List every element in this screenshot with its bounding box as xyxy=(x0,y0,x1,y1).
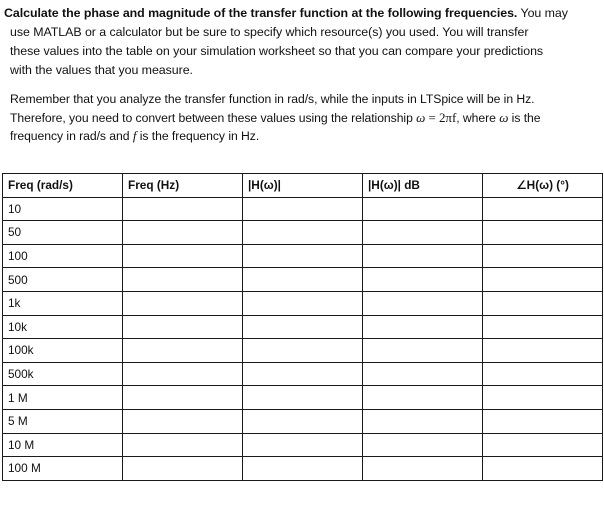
freq-rad-cell: 1k xyxy=(3,291,123,315)
phase-cell[interactable] xyxy=(483,315,603,339)
magnitude-db-cell[interactable] xyxy=(363,386,483,410)
table-row xyxy=(3,315,603,339)
freq-hz-cell[interactable] xyxy=(123,409,243,433)
reminder-line-2-mid: , where xyxy=(456,110,500,125)
magnitude-db-cell[interactable] xyxy=(363,457,483,481)
freq-rad-cell: 100 M xyxy=(3,457,123,481)
magnitude-cell[interactable] xyxy=(243,409,363,433)
magnitude-db-cell[interactable] xyxy=(363,315,483,339)
table-row xyxy=(3,433,603,457)
magnitude-db-cell[interactable] xyxy=(363,221,483,245)
reminder-line-3-post: is the frequency in Hz. xyxy=(136,129,260,143)
magnitude-cell[interactable] xyxy=(243,433,363,457)
magnitude-cell[interactable] xyxy=(243,457,363,481)
reminder-line-3-pre: frequency in rad/s and xyxy=(10,129,133,143)
table-row xyxy=(3,291,603,315)
reminder-line-2 xyxy=(10,109,600,128)
table-row xyxy=(3,221,603,245)
instructions-line-3: these values into the table on your simulation worksheet so that you can compare your predictions xyxy=(10,44,544,58)
header-freq-hz: Freq (Hz) xyxy=(123,174,243,198)
freq-hz-cell[interactable] xyxy=(123,362,243,386)
magnitude-db-cell[interactable] xyxy=(363,268,483,292)
magnitude-db-cell[interactable] xyxy=(363,433,483,457)
freq-rad-cell: 10 xyxy=(3,197,123,221)
table-row xyxy=(3,244,603,268)
phase-cell[interactable] xyxy=(483,386,603,410)
freq-hz-cell[interactable] xyxy=(123,197,243,221)
instructions-line-1: You may xyxy=(520,6,568,20)
magnitude-db-cell[interactable] xyxy=(363,409,483,433)
equation-rest: = 2πf xyxy=(425,109,457,125)
freq-hz-cell[interactable] xyxy=(123,244,243,268)
header-phase: ∠H(ω) (°) xyxy=(483,174,603,198)
freq-hz-cell[interactable] xyxy=(123,315,243,339)
reminder-line-2-pre: Therefore, you need to convert between these values using the relationship xyxy=(10,110,417,125)
magnitude-cell[interactable] xyxy=(243,386,363,410)
instructions-line-2: use MATLAB or a calculator but be sure to specify which resource(s) you used. You will transfer xyxy=(10,25,529,39)
instructions-line-4: with the values that you measure. xyxy=(10,63,193,77)
table-row xyxy=(3,409,603,433)
instructions-lead: Calculate the phase and magnitude of the transfer function at the following frequencies. xyxy=(4,6,518,20)
phase-cell[interactable] xyxy=(483,197,603,221)
table-row xyxy=(3,339,603,363)
freq-rad-cell: 100k xyxy=(3,339,123,363)
table-row xyxy=(3,197,603,221)
freq-hz-cell[interactable] xyxy=(123,339,243,363)
freq-hz-cell[interactable] xyxy=(123,268,243,292)
table-row xyxy=(3,362,603,386)
header-magnitude-db: |H(ω)| dB xyxy=(363,174,483,198)
freq-rad-cell: 500 xyxy=(3,268,123,292)
f-symbol: f xyxy=(132,128,137,143)
freq-rad-cell: 5 M xyxy=(3,409,123,433)
phase-cell[interactable] xyxy=(483,291,603,315)
magnitude-db-cell[interactable] xyxy=(363,197,483,221)
table-row xyxy=(3,386,603,410)
omega-symbol: ω xyxy=(416,109,426,125)
freq-hz-cell[interactable] xyxy=(123,457,243,481)
phase-cell[interactable] xyxy=(483,339,603,363)
phase-cell[interactable] xyxy=(483,268,603,292)
freq-rad-cell: 50 xyxy=(3,221,123,245)
magnitude-cell[interactable] xyxy=(243,221,363,245)
header-magnitude: |H(ω)| xyxy=(243,174,363,198)
phase-cell[interactable] xyxy=(483,433,603,457)
magnitude-cell[interactable] xyxy=(243,268,363,292)
magnitude-db-cell[interactable] xyxy=(363,291,483,315)
table-row xyxy=(3,457,603,481)
header-freq-rad: Freq (rad/s) xyxy=(3,174,123,198)
magnitude-db-cell[interactable] xyxy=(363,339,483,363)
frequency-table xyxy=(2,173,603,481)
magnitude-db-cell[interactable] xyxy=(363,244,483,268)
freq-hz-cell[interactable] xyxy=(123,221,243,245)
phase-cell[interactable] xyxy=(483,409,603,433)
freq-rad-cell: 10 M xyxy=(3,433,123,457)
freq-rad-cell: 500k xyxy=(3,362,123,386)
freq-hz-cell[interactable] xyxy=(123,291,243,315)
table-row xyxy=(3,268,603,292)
phase-cell[interactable] xyxy=(483,244,603,268)
instructions-paragraph xyxy=(4,4,598,80)
magnitude-cell[interactable] xyxy=(243,362,363,386)
magnitude-db-cell[interactable] xyxy=(363,362,483,386)
reminder-line-1: Remember that you analyze the transfer function in rad/s, while the inputs in LTSpice will be in Hz. xyxy=(10,92,535,106)
reminder-paragraph xyxy=(10,90,600,146)
table-header-row xyxy=(3,174,603,198)
phase-cell[interactable] xyxy=(483,457,603,481)
magnitude-cell[interactable] xyxy=(243,197,363,221)
magnitude-cell[interactable] xyxy=(243,339,363,363)
phase-cell[interactable] xyxy=(483,362,603,386)
freq-hz-cell[interactable] xyxy=(123,433,243,457)
freq-rad-cell: 1 M xyxy=(3,386,123,410)
freq-rad-cell: 100 xyxy=(3,244,123,268)
freq-rad-cell: 10k xyxy=(3,315,123,339)
reminder-line-2-post: is the xyxy=(508,110,541,125)
omega-symbol-2: ω xyxy=(499,109,509,125)
phase-cell[interactable] xyxy=(483,221,603,245)
magnitude-cell[interactable] xyxy=(243,315,363,339)
freq-hz-cell[interactable] xyxy=(123,386,243,410)
magnitude-cell[interactable] xyxy=(243,291,363,315)
reminder-line-3 xyxy=(10,127,600,146)
magnitude-cell[interactable] xyxy=(243,244,363,268)
